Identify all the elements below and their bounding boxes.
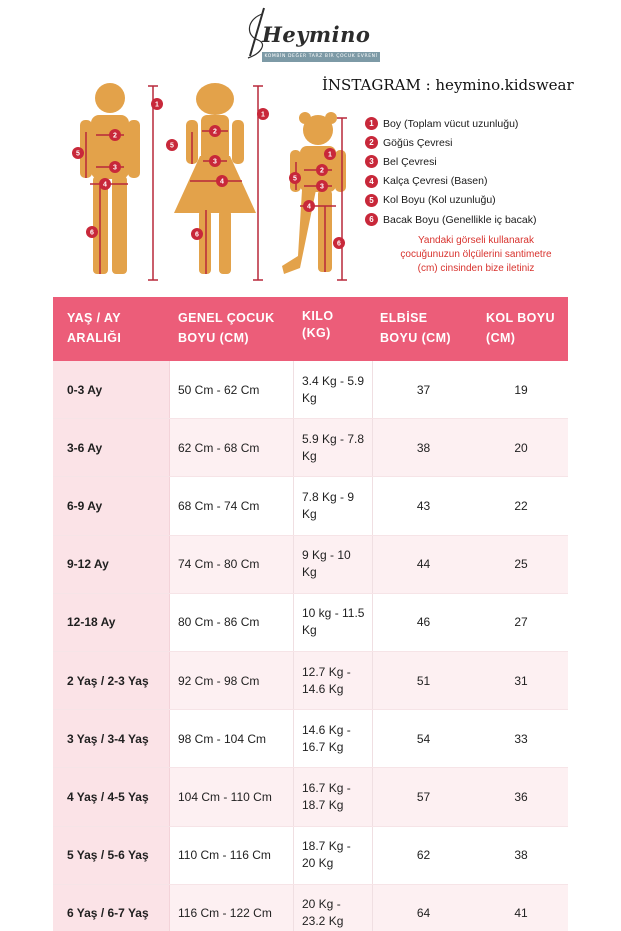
cell-sleeve: 19 (474, 361, 568, 418)
table-row (53, 536, 568, 594)
legend-number: 1 (365, 117, 378, 130)
cell-age: 3 Yaş / 3-4 Yaş (53, 710, 170, 767)
header-dress-length: ELBİSE BOYU (CM) (380, 311, 451, 345)
svg-text:5: 5 (76, 150, 80, 158)
cell-sleeve: 25 (474, 536, 568, 593)
cell-dress: 64 (373, 885, 474, 931)
cell-dress: 44 (373, 536, 474, 593)
cell-weight: 14.6 Kg - 16.7 Kg (294, 710, 373, 767)
cell-sleeve: 41 (474, 885, 568, 931)
girl-figure (174, 83, 256, 274)
svg-text:3: 3 (113, 164, 117, 172)
svg-text:1: 1 (328, 151, 332, 159)
svg-text:6: 6 (195, 231, 199, 239)
legend-number: 4 (365, 175, 378, 188)
brand-name: Heymino (262, 22, 371, 47)
legend-label: Kalça Çevresi (Basen) (383, 175, 488, 188)
svg-text:1: 1 (261, 111, 265, 119)
cell-weight: 16.7 Kg - 18.7 Kg (294, 768, 373, 825)
cell-age: 4 Yaş / 4-5 Yaş (53, 768, 170, 825)
svg-text:3: 3 (320, 183, 324, 191)
cell-age: 2 Yaş / 2-3 Yaş (53, 652, 170, 709)
table-row (53, 419, 568, 477)
legend-number: 6 (365, 213, 378, 226)
cell-dress: 46 (373, 594, 474, 651)
legend-label: Kol Boyu (Kol uzunluğu) (383, 194, 496, 207)
cell-dress: 51 (373, 652, 474, 709)
measurement-legend (365, 114, 615, 229)
legend-label: Boy (Toplam vücut uzunluğu) (383, 117, 519, 130)
cell-dress: 57 (373, 768, 474, 825)
cell-weight: 18.7 Kg - 20 Kg (294, 827, 373, 884)
svg-text:5: 5 (293, 175, 297, 183)
table-row (53, 768, 568, 826)
cell-sleeve: 36 (474, 768, 568, 825)
cell-age: 12-18 Ay (53, 594, 170, 651)
cell-height: 98 Cm - 104 Cm (170, 710, 294, 767)
note-line: çocuğunuzun ölçülerini santimetre (400, 249, 552, 260)
legend-number: 5 (365, 194, 378, 207)
cell-height: 62 Cm - 68 Cm (170, 419, 294, 476)
table-row (53, 885, 568, 931)
cell-weight: 20 Kg - 23.2 Kg (294, 885, 373, 931)
cell-dress: 37 (373, 361, 474, 418)
table-row (53, 594, 568, 652)
cell-sleeve: 38 (474, 827, 568, 884)
toddler-figure (282, 112, 346, 274)
cell-age: 6-9 Ay (53, 477, 170, 534)
cell-age: 0-3 Ay (53, 361, 170, 418)
svg-text:2: 2 (320, 167, 324, 175)
cell-weight: 10 kg - 11.5 Kg (294, 594, 373, 651)
table-row (53, 477, 568, 535)
note-line: (cm) cinsinden bize iletiniz (417, 263, 535, 274)
legend-item (365, 152, 615, 171)
legend-item (365, 172, 615, 191)
measurement-figures (60, 78, 360, 288)
cell-height: 50 Cm - 62 Cm (170, 361, 294, 418)
svg-text:4: 4 (307, 203, 311, 211)
brand-tagline: KOMBİN DEĞER TARZ BİR ÇOCUK EVRENİ (262, 52, 380, 62)
cell-dress: 54 (373, 710, 474, 767)
boy-figure (80, 83, 140, 274)
size-chart-table (53, 297, 568, 931)
legend-item (365, 210, 615, 229)
legend-number: 2 (365, 136, 378, 149)
legend-label: Bel Çevresi (383, 155, 437, 168)
svg-text:6: 6 (337, 240, 341, 248)
cell-sleeve: 20 (474, 419, 568, 476)
cell-age: 9-12 Ay (53, 536, 170, 593)
cell-sleeve: 31 (474, 652, 568, 709)
note-line: Yandaki görseli kullanarak (418, 235, 534, 246)
instagram-handle: İNSTAGRAM : heymino.kidswear (322, 76, 574, 94)
cell-height: 74 Cm - 80 Cm (170, 536, 294, 593)
cell-height: 68 Cm - 74 Cm (170, 477, 294, 534)
svg-text:4: 4 (220, 178, 224, 186)
cell-age: 5 Yaş / 5-6 Yaş (53, 827, 170, 884)
cell-weight: 3.4 Kg - 5.9 Kg (294, 361, 373, 418)
cell-sleeve: 33 (474, 710, 568, 767)
cell-dress: 38 (373, 419, 474, 476)
svg-text:6: 6 (90, 229, 94, 237)
cell-height: 92 Cm - 98 Cm (170, 652, 294, 709)
header-weight: KILO (KG) (302, 309, 334, 340)
svg-text:3: 3 (213, 158, 217, 166)
instruction-note (360, 234, 592, 276)
table-row (53, 710, 568, 768)
table-header (53, 297, 568, 361)
table-row (53, 827, 568, 885)
cell-weight: 5.9 Kg - 7.8 Kg (294, 419, 373, 476)
cell-age: 6 Yaş / 6-7 Yaş (53, 885, 170, 931)
cell-sleeve: 27 (474, 594, 568, 651)
svg-text:4: 4 (103, 181, 107, 189)
cell-age: 3-6 Ay (53, 419, 170, 476)
header-height: GENEL ÇOCUK BOYU (CM) (178, 311, 275, 345)
brand-logo (232, 4, 382, 66)
cell-height: 110 Cm - 116 Cm (170, 827, 294, 884)
cell-weight: 7.8 Kg - 9 Kg (294, 477, 373, 534)
legend-label: Göğüs Çevresi (383, 136, 453, 149)
legend-item (365, 133, 615, 152)
legend-number: 3 (365, 155, 378, 168)
svg-text:2: 2 (213, 128, 217, 136)
cell-height: 80 Cm - 86 Cm (170, 594, 294, 651)
cell-weight: 12.7 Kg - 14.6 Kg (294, 652, 373, 709)
cell-sleeve: 22 (474, 477, 568, 534)
cell-height: 116 Cm - 122 Cm (170, 885, 294, 931)
svg-text:5: 5 (170, 142, 174, 150)
cell-height: 104 Cm - 110 Cm (170, 768, 294, 825)
legend-item (365, 114, 615, 133)
header-sleeve-length: KOL BOYU (CM) (486, 311, 555, 345)
cell-dress: 62 (373, 827, 474, 884)
legend-label: Bacak Boyu (Genellikle iç bacak) (383, 213, 537, 226)
svg-text:2: 2 (113, 132, 117, 140)
legend-item (365, 191, 615, 210)
cell-dress: 43 (373, 477, 474, 534)
cell-weight: 9 Kg - 10 Kg (294, 536, 373, 593)
svg-text:1: 1 (155, 101, 159, 109)
table-row (53, 652, 568, 710)
table-row (53, 361, 568, 419)
header-age: YAŞ / AY ARALIĞI (67, 311, 122, 345)
